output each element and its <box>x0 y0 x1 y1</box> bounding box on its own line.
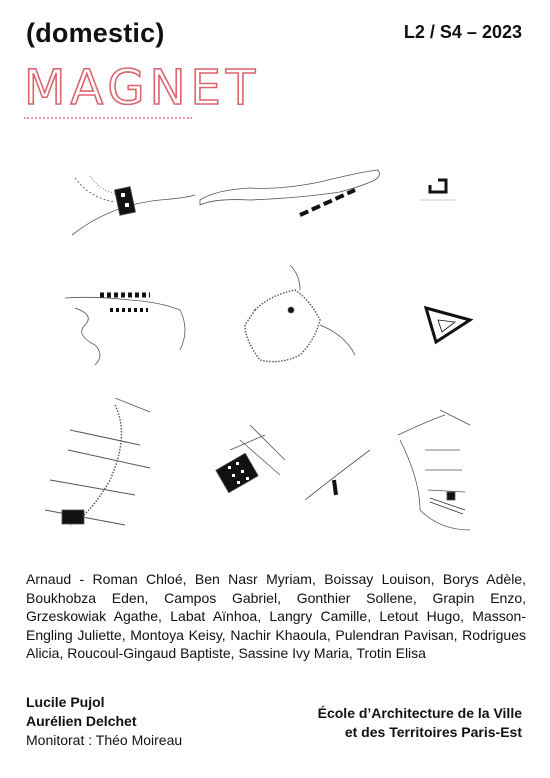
school-line: École d’Architecture de la Ville <box>317 705 522 721</box>
teachers-block <box>26 693 182 750</box>
site-plan-10 <box>398 410 470 530</box>
site-plan-2 <box>200 170 379 215</box>
site-plan-6 <box>426 308 470 342</box>
site-plan-5 <box>245 265 355 362</box>
school-name <box>318 704 522 742</box>
site-plan-9 <box>305 450 370 500</box>
author-list: Arnaud - Roman Chloé, Ben Nasr Myriam, Boissay Louison, Borys Adèle, Boukhobza Eden, Campos Gabriel, Gonthier Sollene, Grapin Enzo, Grzeskowiak Agathe, Labat Aïnhoa, Langry Camille, Letout Hugo, Masson-Engling Juliette, Montoya Keisy, Nachir Khaoula, Pulendran Pavisan, Rodrigues Alicia, Roucoul-Gingaud Baptiste, Sassine Ivy Maria, Trotin Elisa <box>26 571 526 661</box>
teacher-name: Lucile Pujol <box>26 694 105 710</box>
site-plan-4 <box>65 295 185 365</box>
site-plan-8 <box>216 425 285 493</box>
teacher-name: Aurélien Delchet <box>26 713 137 729</box>
magnet-logo-word: MAGNET <box>24 60 261 116</box>
site-plans-grid <box>0 150 550 550</box>
magnet-stamp-logo <box>22 60 261 130</box>
document-title: (domestic) <box>26 18 165 48</box>
site-plan-1 <box>72 176 195 235</box>
monitorat-label: Monitorat : Théo Moireau <box>26 732 183 748</box>
magnet-logo-underline <box>24 117 192 123</box>
school-line: et des Territoires Paris-Est <box>344 724 522 740</box>
course-label: L2 / S4 – 2023 <box>403 22 522 42</box>
site-plan-3 <box>420 180 455 200</box>
site-plan-7 <box>45 398 150 525</box>
